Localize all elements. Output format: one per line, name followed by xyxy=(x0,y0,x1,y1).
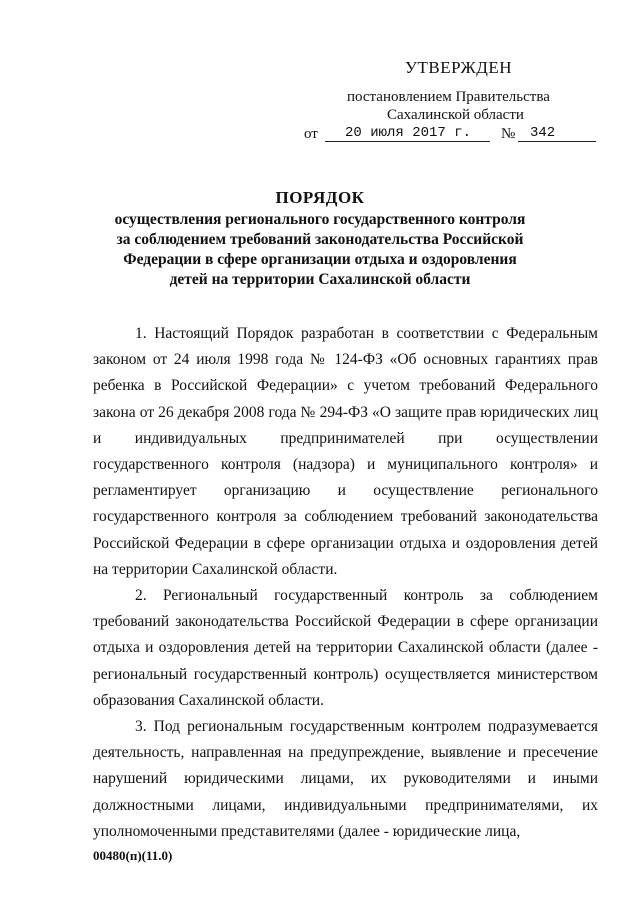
document-code: 00480(п)(11.0) xyxy=(93,848,173,863)
document-subtitle: осуществления регионального государственного контроля за соблюдением требований законодательства Российской Федерации в сфере организации отдыха и оздоровления детей на территории Сахалинской области xyxy=(114,211,526,288)
approval-line-2: Сахалинской области xyxy=(387,107,524,123)
approval-number: 342 xyxy=(518,125,596,142)
approved-heading: УТВЕРЖДЕН xyxy=(405,58,512,77)
number-sign-label: № xyxy=(501,126,516,142)
document-title: ПОРЯДОК xyxy=(275,188,365,207)
date-prefix-label: от xyxy=(304,126,318,142)
approval-meta xyxy=(300,126,600,148)
paragraph-2: 2. Региональный государственный контроль за соблюдением требований законодательства Российской Федерации в сфере организации отдыха и оздоровления детей на территории Сахалинской области (далее - региональный государственный контроль) осуществляется министерством образования Сахалинской области. xyxy=(93,587,598,709)
approval-line-1: постановлением Правительства xyxy=(347,89,550,105)
document-body xyxy=(93,321,598,845)
approval-date: 20 июля 2017 г. xyxy=(325,125,490,142)
paragraph-3: 3. Под региональным государственным контролем подразумевается деятельность, направленная на предупреждение, выявление и пресечение нарушений юридическими лицами, их руководителями и иными должностными лицами, индивидуальными предпринимателями, их уполномоченными представителями (далее - юридические лица, xyxy=(93,718,598,840)
paragraph-1: 1. Настоящий Порядок разработан в соответствии с Федеральным законом от 24 июля 1998 года № 124-ФЗ «Об основных гарантиях прав ребенка в Российской Федерации» с учетом требований Федерального закона от 26 декабря 2008 года № 294-ФЗ «О защите прав юридических лиц и индивидуальных предпринимателей при осуществлении государственного контроля (надзора) и муниципального контроля» и регламентирует организацию и осуществление регионального государственного контроля за соблюдением требований законодательства Российской Федерации в сфере организации отдыха и оздоровления детей на территории Сахалинской области. xyxy=(93,325,598,578)
